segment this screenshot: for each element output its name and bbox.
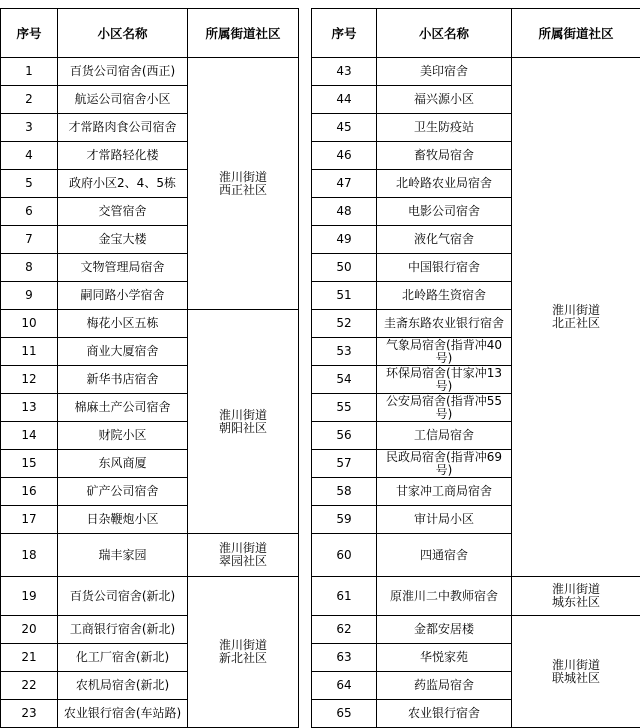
left-table (0, 8, 299, 728)
row-name: 审计局小区 (377, 506, 512, 534)
row-no: 20 (1, 616, 58, 644)
row-name: 化工厂宿舍(新北) (58, 644, 188, 672)
header-district: 所属街道社区 (188, 9, 299, 58)
header-district: 所属街道社区 (512, 9, 640, 58)
row-no: 54 (312, 366, 377, 394)
row-no: 63 (312, 644, 377, 672)
row-name: 才常路肉食公司宿舍 (58, 114, 188, 142)
row-no: 4 (1, 142, 58, 170)
row-no: 11 (1, 338, 58, 366)
table-row (312, 58, 640, 86)
row-name: 东风商厦 (58, 450, 188, 478)
row-name: 甘家冲工商局宿舍 (377, 478, 512, 506)
row-name: 交管宿舍 (58, 198, 188, 226)
row-no: 65 (312, 700, 377, 728)
row-name: 卫生防疫站 (377, 114, 512, 142)
row-no: 2 (1, 86, 58, 114)
row-name: 工信局宿舍 (377, 422, 512, 450)
row-name: 华悦家苑 (377, 644, 512, 672)
row-no: 56 (312, 422, 377, 450)
row-name: 电影公司宿舍 (377, 198, 512, 226)
row-no: 49 (312, 226, 377, 254)
row-name: 北岭路农业局宿舍 (377, 170, 512, 198)
row-name: 新华书店宿舍 (58, 366, 188, 394)
row-name (377, 338, 512, 366)
row-no: 43 (312, 58, 377, 86)
row-name: 财院小区 (58, 422, 188, 450)
row-name: 日杂鞭炮小区 (58, 506, 188, 534)
row-no: 62 (312, 616, 377, 644)
row-name: 百货公司宿舍(新北) (58, 577, 188, 616)
row-name: 四通宿舍 (377, 534, 512, 577)
row-name: 棉麻土产公司宿舍 (58, 394, 188, 422)
row-no: 8 (1, 254, 58, 282)
row-no: 13 (1, 394, 58, 422)
row-name: 航运公司宿舍小区 (58, 86, 188, 114)
row-no: 7 (1, 226, 58, 254)
row-name: 瑞丰家园 (58, 534, 188, 577)
table-row (1, 577, 299, 616)
row-no: 57 (312, 450, 377, 478)
row-no: 3 (1, 114, 58, 142)
row-no: 6 (1, 198, 58, 226)
district-cell: 淮川街道 城东社区 (512, 577, 640, 616)
row-name: 液化气宿舍 (377, 226, 512, 254)
district-cell: 淮川街道 北正社区 (512, 58, 640, 577)
row-name-text: 环保局宿舍(甘家冲13号) (377, 367, 511, 393)
header-name: 小区名称 (377, 9, 512, 58)
header-no: 序号 (312, 9, 377, 58)
row-no: 52 (312, 310, 377, 338)
header-row (312, 9, 640, 58)
row-no: 1 (1, 58, 58, 86)
row-name-text: 民政局宿舍(指背冲69号) (377, 451, 511, 477)
row-no: 17 (1, 506, 58, 534)
row-name (377, 310, 512, 338)
row-name-text: 气象局宿舍(指背冲40号) (377, 339, 511, 365)
row-no: 46 (312, 142, 377, 170)
row-no: 21 (1, 644, 58, 672)
row-no: 58 (312, 478, 377, 506)
row-no: 12 (1, 366, 58, 394)
row-no: 10 (1, 310, 58, 338)
row-no: 5 (1, 170, 58, 198)
row-name: 金都安居楼 (377, 616, 512, 644)
table-row (312, 616, 640, 644)
district-cell: 淮川街道 西正社区 (188, 58, 299, 310)
row-name: 文物管理局宿舍 (58, 254, 188, 282)
district-cell: 淮川街道 翠园社区 (188, 534, 299, 577)
row-name: 中国银行宿舍 (377, 254, 512, 282)
district-cell: 淮川街道 联城社区 (512, 616, 640, 728)
row-name: 商业大厦宿舍 (58, 338, 188, 366)
row-name-text: 圭斋东路农业银行宿舍 (377, 317, 511, 330)
row-no: 9 (1, 282, 58, 310)
row-no: 51 (312, 282, 377, 310)
row-no: 45 (312, 114, 377, 142)
table-row (1, 310, 299, 338)
row-no: 22 (1, 672, 58, 700)
row-name (377, 366, 512, 394)
row-no: 15 (1, 450, 58, 478)
row-no: 16 (1, 478, 58, 506)
row-name: 百货公司宿舍(西正) (58, 58, 188, 86)
row-name: 政府小区2、4、5栋 (58, 170, 188, 198)
row-no: 48 (312, 198, 377, 226)
row-no: 64 (312, 672, 377, 700)
row-name: 嗣同路小学宿舍 (58, 282, 188, 310)
row-no: 60 (312, 534, 377, 577)
row-name: 梅花小区五栋 (58, 310, 188, 338)
header-name: 小区名称 (58, 9, 188, 58)
row-name: 畜牧局宿舍 (377, 142, 512, 170)
table-row (1, 534, 299, 577)
row-name (377, 450, 512, 478)
row-name-text: 公安局宿舍(指背冲55号) (377, 395, 511, 421)
row-name: 原淮川二中教师宿舍 (377, 577, 512, 616)
row-name (58, 700, 188, 728)
row-name: 农机局宿舍(新北) (58, 672, 188, 700)
header-no: 序号 (1, 9, 58, 58)
district-cell: 淮川街道 朝阳社区 (188, 310, 299, 534)
row-name: 农业银行宿舍 (377, 700, 512, 728)
row-no: 14 (1, 422, 58, 450)
row-no: 61 (312, 577, 377, 616)
row-name: 美印宿舍 (377, 58, 512, 86)
row-name (377, 394, 512, 422)
row-name: 金宝大楼 (58, 226, 188, 254)
row-name-text: 农业银行宿舍(车站路) (58, 707, 187, 720)
table-row (1, 58, 299, 86)
row-name: 药监局宿舍 (377, 672, 512, 700)
row-no: 19 (1, 577, 58, 616)
row-no: 18 (1, 534, 58, 577)
header-row (1, 9, 299, 58)
row-no: 50 (312, 254, 377, 282)
district-cell: 淮川街道 新北社区 (188, 577, 299, 728)
row-no: 53 (312, 338, 377, 366)
row-name: 北岭路生资宿舍 (377, 282, 512, 310)
row-no: 44 (312, 86, 377, 114)
row-name: 工商银行宿舍(新北) (58, 616, 188, 644)
row-no: 47 (312, 170, 377, 198)
row-no: 23 (1, 700, 58, 728)
row-name: 才常路轻化楼 (58, 142, 188, 170)
row-name: 矿产公司宿舍 (58, 478, 188, 506)
table-row (312, 577, 640, 616)
row-name: 福兴源小区 (377, 86, 512, 114)
row-no: 59 (312, 506, 377, 534)
row-no: 55 (312, 394, 377, 422)
right-table (311, 8, 640, 728)
